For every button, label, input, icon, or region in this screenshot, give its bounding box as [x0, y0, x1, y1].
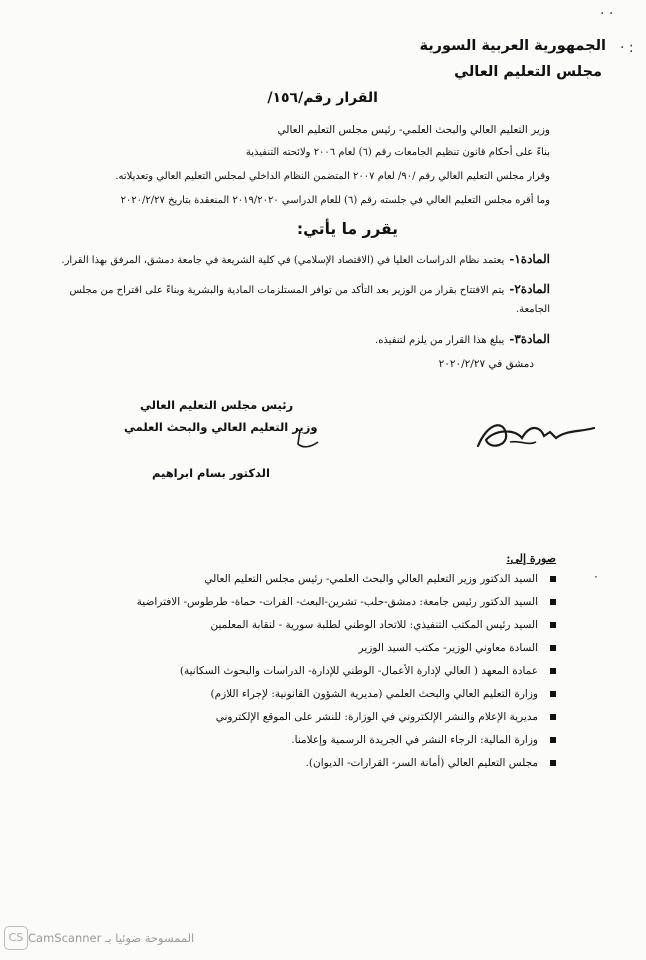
bullet-icon [550, 714, 556, 720]
header-council: مجلس التعليم العالي [454, 64, 602, 80]
article-label: المادة٣- [509, 332, 550, 346]
cc-item: مديرية الإعلام والنشر الإلكتروني في الوزارة: للنشر على الموقع الإلكتروني [56, 708, 556, 731]
article-label: المادة٢- [509, 282, 550, 296]
cc-heading: صورة إلى: [506, 552, 556, 565]
cc-item: السيد الدكتور وزير التعليم العالي والبحث العلمي- رئيس مجلس التعليم العالي [56, 570, 556, 593]
preamble-line: وما أقره مجلس التعليم العالي في جلسته رقم (٦) للعام الدراسي ٢٠١٩/٢٠٢٠ المنعقدة بتاريخ ٢٠٢٠/٢/٢٧ [120, 195, 550, 206]
camscanner-logo-icon: CS [4, 926, 28, 950]
handwritten-mark [290, 424, 330, 454]
handwritten-signature [470, 412, 600, 456]
cc-item: وزارة المالية: الرجاء النشر في الجريدة الرسمية وإعلامنا. [56, 731, 556, 754]
stray-mark: · [594, 570, 598, 584]
bullet-icon [550, 622, 556, 628]
cc-item: السادة معاوني الوزير- مكتب السيد الوزير [56, 639, 556, 662]
preamble-line: بناءً على أحكام قانون تنظيم الجامعات رقم (٦) لعام ٢٠٠٦ ولائحته التنفيذية [245, 147, 550, 158]
bullet-icon [550, 645, 556, 651]
preamble-line: وقرار مجلس التعليم العالي رقم /٩٠/ لعام ٢٠٠٧ المتضمن النظام الداخلي لمجلس التعليم العالي وتعديلاته. [115, 171, 550, 182]
decides-heading: يقرر ما يأتي: [296, 220, 398, 238]
decision-title: القرار رقم/١٥٦/ [267, 90, 378, 106]
article-text: يتم الافتتاح بقرار من الوزير بعد التأكد من توافر المستلزمات المادية والبشرية وبناءً على اقتراح من مجلس [69, 285, 505, 296]
bullet-icon [550, 691, 556, 697]
stray-mark: · · [600, 6, 614, 22]
signature-name: الدكتور بسام ابراهيم [152, 466, 270, 480]
article-label: المادة١- [509, 252, 550, 266]
article-1 [61, 248, 550, 267]
article-text-cont: الجامعة. [515, 304, 550, 315]
cc-list [56, 570, 556, 777]
scanner-watermark-text: الممسوحة ضوئيا بـ CamScanner [28, 931, 195, 945]
cc-item: السيد رئيس المكتب التنفيذي: للاتحاد الوطني لطلبة سورية - لنقابة المعلمين [56, 616, 556, 639]
article-text: يبلغ هذا القرار من يلزم لتنفيذه. [375, 335, 505, 346]
article-3 [375, 328, 550, 347]
cc-item: السيد الدكتور رئيس جامعة: دمشق-حلب- تشرين-البعث- الفرات- حماة- طرطوس- الافتراضية [56, 593, 556, 616]
scanner-footer [0, 922, 646, 960]
bullet-icon [550, 576, 556, 582]
bullet-icon [550, 737, 556, 743]
date-line: دمشق في ٢٠٢٠/٢/٢٧ [438, 358, 534, 370]
cc-item: وزارة التعليم العالي والبحث العلمي (مديرية الشؤون القانونية: لإجراء اللازم) [56, 685, 556, 708]
signature-title-1: رئيس مجلس التعليم العالي [140, 398, 294, 412]
bullet-icon [550, 599, 556, 605]
article-text: يعتمد نظام الدراسات العليا في (الاقتصاد الإسلامي) في كلية الشريعة في جامعة دمشق، المرفق بهذا القرار. [61, 255, 505, 266]
signature-title-2: وزير التعليم العالي والبحث العلمي [124, 420, 318, 434]
cc-item: مجلس التعليم العالي (أمانة السر- القرارات- الديوان). [56, 754, 556, 777]
article-2 [30, 278, 550, 297]
cc-item: عمادة المعهد ( العالي لإدارة الأعمال- الوطني للإدارة- الدراسات والبحوث السكانية) [56, 662, 556, 685]
bullet-icon [550, 760, 556, 766]
header-republic: الجمهورية العربية السورية [419, 38, 606, 54]
bullet-icon [550, 668, 556, 674]
preamble-line: وزير التعليم العالي والبحث العلمي- رئيس مجلس التعليم العالي [277, 124, 550, 136]
stray-mark: · : [620, 40, 634, 56]
